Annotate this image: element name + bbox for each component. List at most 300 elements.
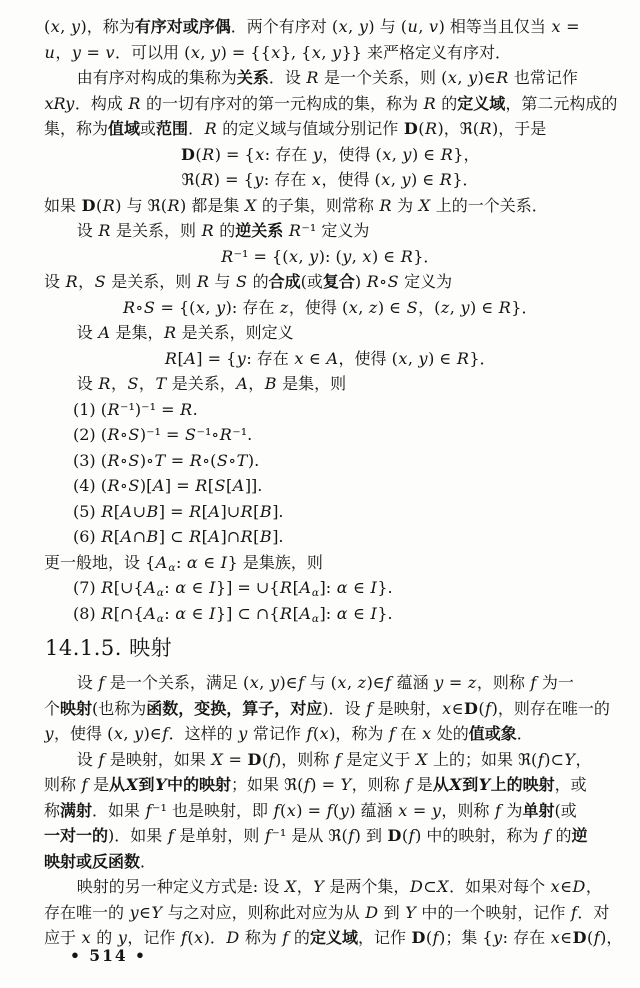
text-segment: (5) R[A∪B] = R[A]∪R[B]. (73, 501, 284, 521)
math-variable: R (423, 93, 436, 113)
math-variable: X (418, 195, 431, 215)
math-variable: x (255, 144, 265, 164)
math-variable: R (379, 195, 392, 215)
math-variable: Y (405, 902, 416, 922)
math-variable: y (460, 297, 470, 317)
math-variable: x (382, 144, 392, 164)
math-variable: z (467, 673, 477, 692)
math-variable: X (125, 775, 139, 794)
text-segment: (1) (R⁻¹)⁻¹ = R. (73, 399, 198, 419)
math-variable: y (236, 348, 246, 368)
math-variable: R (201, 170, 214, 189)
text-segment: (6) R[A∩B] ⊂ R[A]∩R[B]. (73, 527, 284, 546)
math-variable: y (401, 170, 411, 189)
math-variable: f (180, 928, 187, 947)
math-variable: I (370, 578, 377, 597)
text-segment: (或 (300, 272, 323, 291)
math-variable: Y (151, 902, 163, 922)
math-variable: A (299, 578, 311, 597)
text-segment: 定义域 (309, 928, 358, 947)
math-variable: R (101, 527, 114, 546)
text-segment: 合成 (268, 272, 301, 291)
text-line (44, 193, 616, 219)
math-variable: A (98, 323, 110, 342)
math-variable: f (366, 698, 373, 718)
text-segment: 映射 (60, 698, 93, 718)
math-variable: A (208, 501, 220, 521)
math-variable: y (129, 902, 139, 922)
math-variable: X (415, 749, 428, 769)
math-variable: f (273, 800, 280, 820)
math-variable: y (332, 42, 342, 62)
math-variable: f (162, 724, 169, 743)
math-variable: f (282, 928, 289, 947)
math-variable: y (312, 144, 322, 164)
fraktur-D-symbol: D (81, 195, 96, 215)
text-segment: 单射 (522, 800, 555, 820)
math-variable: Y (564, 749, 575, 769)
text-segment: 则称 f 是 (44, 775, 110, 794)
text-segment: ；如果 ℜ(f) = Y，则称 f 是 (231, 775, 433, 794)
text-segment: ．设 R 是一个关系，则 (x, y)∈R 也常记作 (268, 68, 578, 87)
math-variable: R (101, 578, 114, 597)
text-segment: 值域 (108, 119, 141, 138)
text-line (44, 798, 616, 824)
text-line (44, 900, 616, 926)
math-variable: T (154, 450, 166, 470)
text-segment: ．两个有序对 (x, y) 与 (u, v) 相等当且仅当 x = (230, 17, 580, 36)
text-segment: ]: α ∈ I}. (319, 578, 393, 597)
math-variable: f (537, 749, 544, 769)
text-segment: 关系 (236, 68, 269, 87)
text-line (44, 747, 616, 773)
math-variable: R (202, 144, 215, 164)
math-variable: y (71, 42, 81, 62)
math-variable: S (127, 374, 139, 393)
math-variable: x (381, 170, 391, 189)
math-variable: x (194, 928, 204, 947)
math-variable: z (279, 297, 289, 317)
math-variable: α (156, 587, 164, 599)
math-variable: S (185, 425, 197, 444)
text-segment: u，y = v．可以用 (x, y) = {{x}, {x, y}} 来严格定义有序对． (44, 42, 512, 62)
math-variable: R (195, 476, 208, 495)
math-variable: f (334, 749, 341, 769)
math-variable: R (164, 348, 177, 368)
text-segment: 设 R，S，T 是关系，A，B 是集，则 (76, 374, 347, 393)
math-variable: R (240, 501, 253, 521)
math-variable: R (101, 603, 114, 623)
text-segment: (3) (R∘S)∘T = R∘(S∘T). (73, 450, 260, 470)
text-line (44, 696, 616, 722)
math-variable: S (406, 297, 418, 317)
math-variable: A (120, 527, 133, 546)
text-line (44, 397, 616, 423)
math-variable: R (189, 501, 202, 521)
math-variable: x (447, 68, 457, 87)
text-segment: 从X到Y中的映射 (109, 775, 231, 794)
math-variable: B (146, 527, 159, 546)
math-variable: f (268, 749, 275, 769)
text-line (44, 499, 616, 525)
math-variable: f (593, 928, 600, 947)
math-variable: x (311, 170, 321, 189)
math-variable: B (259, 527, 272, 546)
math-variable: D (572, 877, 586, 896)
math-variable: T (155, 374, 167, 393)
text-segment: (x, y)，称为 (44, 17, 135, 36)
math-variable: y (418, 348, 428, 368)
math-variable: α (311, 612, 319, 625)
text-segment: : α ∈ I} 是集族，则 (175, 552, 323, 572)
math-variable: x (249, 673, 259, 692)
fraktur-D-symbol: D (247, 749, 262, 769)
math-variable: x (337, 673, 347, 692)
text-segment: 由有序对构成的集称为 (76, 68, 237, 87)
math-variable: x (398, 800, 408, 820)
math-variable: f (98, 673, 105, 692)
text-segment: (4) (R∘S)[A] = R[S[A]]. (73, 476, 263, 495)
text-segment: 称 (44, 800, 61, 820)
math-variable: α (336, 578, 348, 597)
math-variable: y (358, 17, 368, 36)
text-line (44, 601, 616, 627)
math-variable: x (348, 297, 358, 317)
text-segment: D(R) = {x: 存在 y，使得 (x, y) ∈ R}， (181, 144, 480, 164)
math-variable: R (204, 119, 217, 138)
math-variable: x (286, 800, 296, 820)
math-variable: R (164, 323, 177, 342)
math-variable: x (551, 17, 561, 36)
text-segment: ，记作 D(f)；集 {y: 存在 x∈D(f)， (357, 928, 623, 947)
text-line (44, 346, 616, 372)
math-variable: f (348, 826, 355, 845)
math-variable: f (306, 724, 313, 743)
math-variable: S (128, 450, 140, 470)
math-variable: f (98, 749, 105, 769)
text-segment: ，第二元构成的 (505, 93, 618, 113)
math-variable: R (280, 603, 293, 623)
text-segment: ，或 (554, 775, 587, 794)
math-variable: z (368, 297, 378, 317)
math-variable: R (456, 348, 469, 368)
fraktur-D-symbol: D (411, 928, 426, 947)
math-variable: I (209, 578, 216, 597)
text-line (44, 772, 616, 798)
math-variable: α (175, 578, 187, 597)
math-variable: A (144, 603, 156, 623)
math-variable: α (186, 552, 198, 572)
text-segment: (或 (554, 800, 577, 820)
math-variable: A (299, 603, 311, 623)
math-variable: xRy (44, 93, 75, 113)
math-variable: A (208, 527, 220, 546)
math-variable: v (105, 42, 115, 62)
text-segment: 逆 (571, 826, 588, 845)
math-variable: x (113, 724, 123, 743)
math-variable: f (303, 775, 310, 794)
text-segment: 个 (44, 698, 61, 718)
math-variable: y (434, 673, 444, 692)
text-segment: 满射 (60, 800, 93, 820)
math-variable: y (431, 800, 441, 820)
math-variable: R (128, 93, 141, 113)
math-variable: A (232, 476, 245, 495)
text-segment: 设 R，S 是关系，则 R 与 S 的 (44, 272, 269, 291)
math-variable: f (264, 826, 271, 845)
fraktur-D-symbol: D (572, 928, 587, 947)
math-variable: x (362, 246, 372, 266)
math-variable: R (65, 272, 78, 291)
text-segment: 一对一的 (44, 826, 109, 845)
math-variable: R (280, 578, 293, 597)
math-variable: S (216, 450, 228, 470)
math-variable: z (357, 673, 367, 692)
math-variable: R (366, 272, 379, 291)
math-variable: R (101, 501, 114, 521)
math-variable: X (284, 877, 297, 896)
math-variable: R (180, 399, 193, 419)
math-variable: R (123, 297, 136, 317)
math-variable: Y (478, 775, 491, 794)
math-variable: y (269, 673, 279, 692)
fraktur-D-symbol: D (464, 698, 478, 718)
math-variable: Y (313, 877, 324, 896)
text-segment: 设 A 是集，R 是关系，则定义 (76, 323, 294, 342)
math-variable: α (168, 561, 176, 574)
fraktur-D-symbol: D (403, 119, 418, 138)
math-variable: A (184, 348, 196, 368)
math-variable: R (440, 144, 453, 164)
text-segment: 集，称为 (44, 119, 109, 138)
math-variable: R (306, 68, 319, 87)
math-variable: R (424, 119, 437, 138)
math-variable: f (167, 826, 174, 845)
math-variable: x (442, 698, 452, 718)
math-variable: R (107, 399, 120, 419)
math-variable: R (498, 297, 511, 317)
text-segment: y，使得 (x, y)∈f．这样的 y 常记作 f(x)，称为 f 在 x 处的 (44, 724, 469, 743)
text-segment: 14.1.5. 映射 (45, 636, 173, 660)
math-variable: R (201, 221, 214, 240)
math-variable: A (120, 501, 133, 521)
math-variable: R (189, 450, 202, 470)
math-variable: D (409, 877, 423, 896)
math-variable: S (214, 476, 226, 495)
math-variable: S (94, 272, 106, 291)
math-variable: R (439, 170, 452, 189)
math-variable: y (342, 246, 352, 266)
text-line (44, 849, 616, 875)
text-line (44, 40, 616, 66)
math-variable: x (195, 297, 205, 317)
math-variable: Y (340, 775, 352, 794)
math-variable: α (156, 612, 164, 625)
math-variable: x (271, 42, 281, 62)
math-variable: S (387, 272, 399, 291)
math-variable: y (117, 928, 127, 947)
math-variable: S (128, 476, 140, 495)
math-variable: x (398, 348, 408, 368)
math-variable: R (107, 476, 120, 495)
math-variable: R (288, 221, 301, 240)
math-variable: x (550, 877, 560, 896)
text-line (44, 218, 616, 244)
math-variable: v (429, 17, 439, 36)
math-variable: R (107, 425, 120, 444)
text-line (44, 320, 616, 346)
math-variable: A (152, 476, 165, 495)
math-variable: S (236, 272, 248, 291)
text-segment: R∘S = {(x, y): 存在 z，使得 (x, z) ∈ S，(z, y) ∈ R}． (123, 297, 538, 317)
text-line (44, 244, 616, 270)
text-segment: R[A] = {y: 存在 x ∈ A，使得 (x, y) ∈ R}． (164, 348, 496, 368)
text-segment: 设 f 是一个关系，满足 (x, y)∈f 与 (x, z)∈f 蕴涵 y = z，则称 f 为一 (76, 673, 574, 692)
math-variable: x (550, 928, 560, 947)
math-variable: R (98, 221, 111, 240)
math-variable: X (244, 195, 257, 215)
math-variable: y (339, 800, 349, 820)
math-variable: x (311, 42, 321, 62)
text-line (44, 116, 616, 142)
math-variable: f (81, 775, 88, 794)
math-variable: B (259, 501, 272, 521)
math-variable: f (408, 826, 415, 845)
math-variable: y (70, 17, 80, 36)
math-variable: x (288, 246, 298, 266)
text-segment: R⁻¹ = {(x, y): (y, x) ∈ R}． (221, 246, 440, 266)
math-variable: S (128, 425, 140, 444)
text-segment: 或 (140, 119, 157, 138)
text-segment: 设 R 是关系，则 R 的 (76, 221, 236, 240)
math-variable: X (211, 749, 223, 769)
math-variable: R (189, 527, 202, 546)
text-segment: ． (516, 724, 533, 743)
text-segment: 设 f 是映射，如果 X = D(f)，则称 f 是定义于 X 上的；如果 ℜ(f)⊂Y， (76, 749, 592, 769)
math-variable: f (145, 800, 152, 820)
math-variable: x (294, 348, 304, 368)
text-line (44, 422, 616, 448)
math-variable: R (496, 68, 509, 87)
text-segment: 范围 (156, 119, 189, 138)
math-variable: f (432, 928, 439, 947)
math-variable: y (493, 928, 503, 947)
text-segment: (也称为 (92, 698, 147, 718)
text-segment: 函数，变换，算子，对应 (146, 698, 323, 718)
text-segment: 映射或反函数 (44, 851, 141, 871)
text-line (44, 670, 616, 696)
text-segment: : α ∈ I}] = ∪{R[A (164, 578, 311, 597)
text-line (44, 371, 616, 397)
math-variable: z (440, 297, 450, 317)
text-segment: ． (140, 851, 157, 871)
text-segment: 值或象 (468, 724, 517, 743)
math-variable: f (389, 724, 395, 743)
math-variable: f (298, 673, 304, 692)
math-variable: u (44, 42, 55, 62)
math-variable: T (236, 450, 248, 470)
math-variable: x (319, 724, 329, 743)
text-segment: )．如果 f 是单射，则 f⁻¹ 是从 ℜ(f) 到 D(f) 中的映射，称为 f 的 (108, 826, 572, 845)
text-segment: )．设 f 是映射，x∈D(f)，则存在唯一的 (322, 698, 610, 718)
math-variable: y (402, 144, 412, 164)
math-variable: R (167, 195, 180, 215)
text-line (44, 550, 616, 576)
fraktur-D-symbol: D (387, 826, 402, 845)
math-variable: y (468, 68, 478, 87)
text-segment: 逆关系 (235, 221, 284, 240)
math-variable: x (338, 17, 348, 36)
text-line (44, 91, 616, 117)
math-variable: f (530, 673, 537, 692)
math-variable: R (240, 527, 253, 546)
math-variable: y (309, 246, 319, 266)
math-variable: y (44, 724, 54, 743)
math-variable: R (479, 119, 492, 138)
math-variable: f (326, 800, 333, 820)
text-segment: ．如果 f⁻¹ 也是映射，即 f(x) = f(y) 蕴涵 x = y，则称 f 为 (92, 800, 523, 820)
text-segment: 复合 (322, 272, 355, 291)
text-segment: 从X到Y上的映射 (432, 775, 555, 794)
math-variable: A (236, 374, 248, 393)
text-segment: (7) R[∪{A (73, 578, 156, 597)
math-variable: y (238, 724, 248, 743)
math-variable: A (326, 348, 338, 368)
text-segment: 更一般地，设 {A (44, 552, 168, 572)
math-variable: B (146, 501, 159, 521)
math-variable: I (370, 603, 377, 623)
text-segment: 存在唯一的 y∈Y 与之对应，则称此对应为从 D 到 Y 中的一个映射，记作 f．对 (44, 902, 610, 922)
math-variable: A (155, 552, 168, 572)
math-variable: D (226, 928, 240, 947)
math-variable: A (144, 578, 156, 597)
text-segment: 映射的另一种定义方式是: 设 X，Y 是两个集，D⊂X．如果对每个 x∈D， (76, 877, 602, 896)
math-variable: R (98, 374, 111, 393)
text-line (44, 874, 616, 900)
text-line (44, 448, 616, 474)
text-segment: ]: α ∈ I}. (319, 603, 393, 623)
math-variable: α (311, 587, 319, 599)
fraktur-D-symbol: D (181, 144, 195, 164)
text-segment: 如果 D(R) 与 ℜ(R) 都是集 X 的子集，则常称 R 为 X 上的一个关系． (44, 195, 548, 215)
math-variable: y (254, 170, 264, 189)
math-variable: f (385, 673, 392, 692)
math-variable: R (400, 246, 413, 266)
text-segment: ．R 的定义域与值域分别记作 D(R)，ℜ(R)，于是 (188, 119, 547, 138)
math-variable: I (209, 603, 216, 623)
text-segment: 定义域 (457, 93, 506, 113)
text-line (44, 524, 616, 550)
math-variable: y (134, 724, 144, 743)
text-segment: : α ∈ I}] ⊂ ∩{R[A (164, 603, 311, 623)
math-variable: X (437, 877, 449, 896)
math-variable: I (220, 552, 228, 572)
text-line (44, 473, 616, 499)
page-number: • 514 • (70, 946, 147, 965)
math-variable: D (365, 902, 379, 922)
math-variable: f (544, 826, 550, 845)
text-segment: xRy．构成 R 的一切有序对的第一元构成的集，称为 R 的 (44, 93, 458, 113)
math-variable: f (485, 698, 492, 718)
math-variable: α (336, 603, 348, 623)
math-variable: y (211, 42, 221, 62)
math-variable: x (81, 928, 91, 947)
math-variable: R (221, 246, 234, 266)
math-variable: B (264, 374, 277, 393)
math-variable: x (190, 42, 200, 62)
math-variable: R (107, 450, 120, 470)
math-variable: x (50, 17, 60, 36)
